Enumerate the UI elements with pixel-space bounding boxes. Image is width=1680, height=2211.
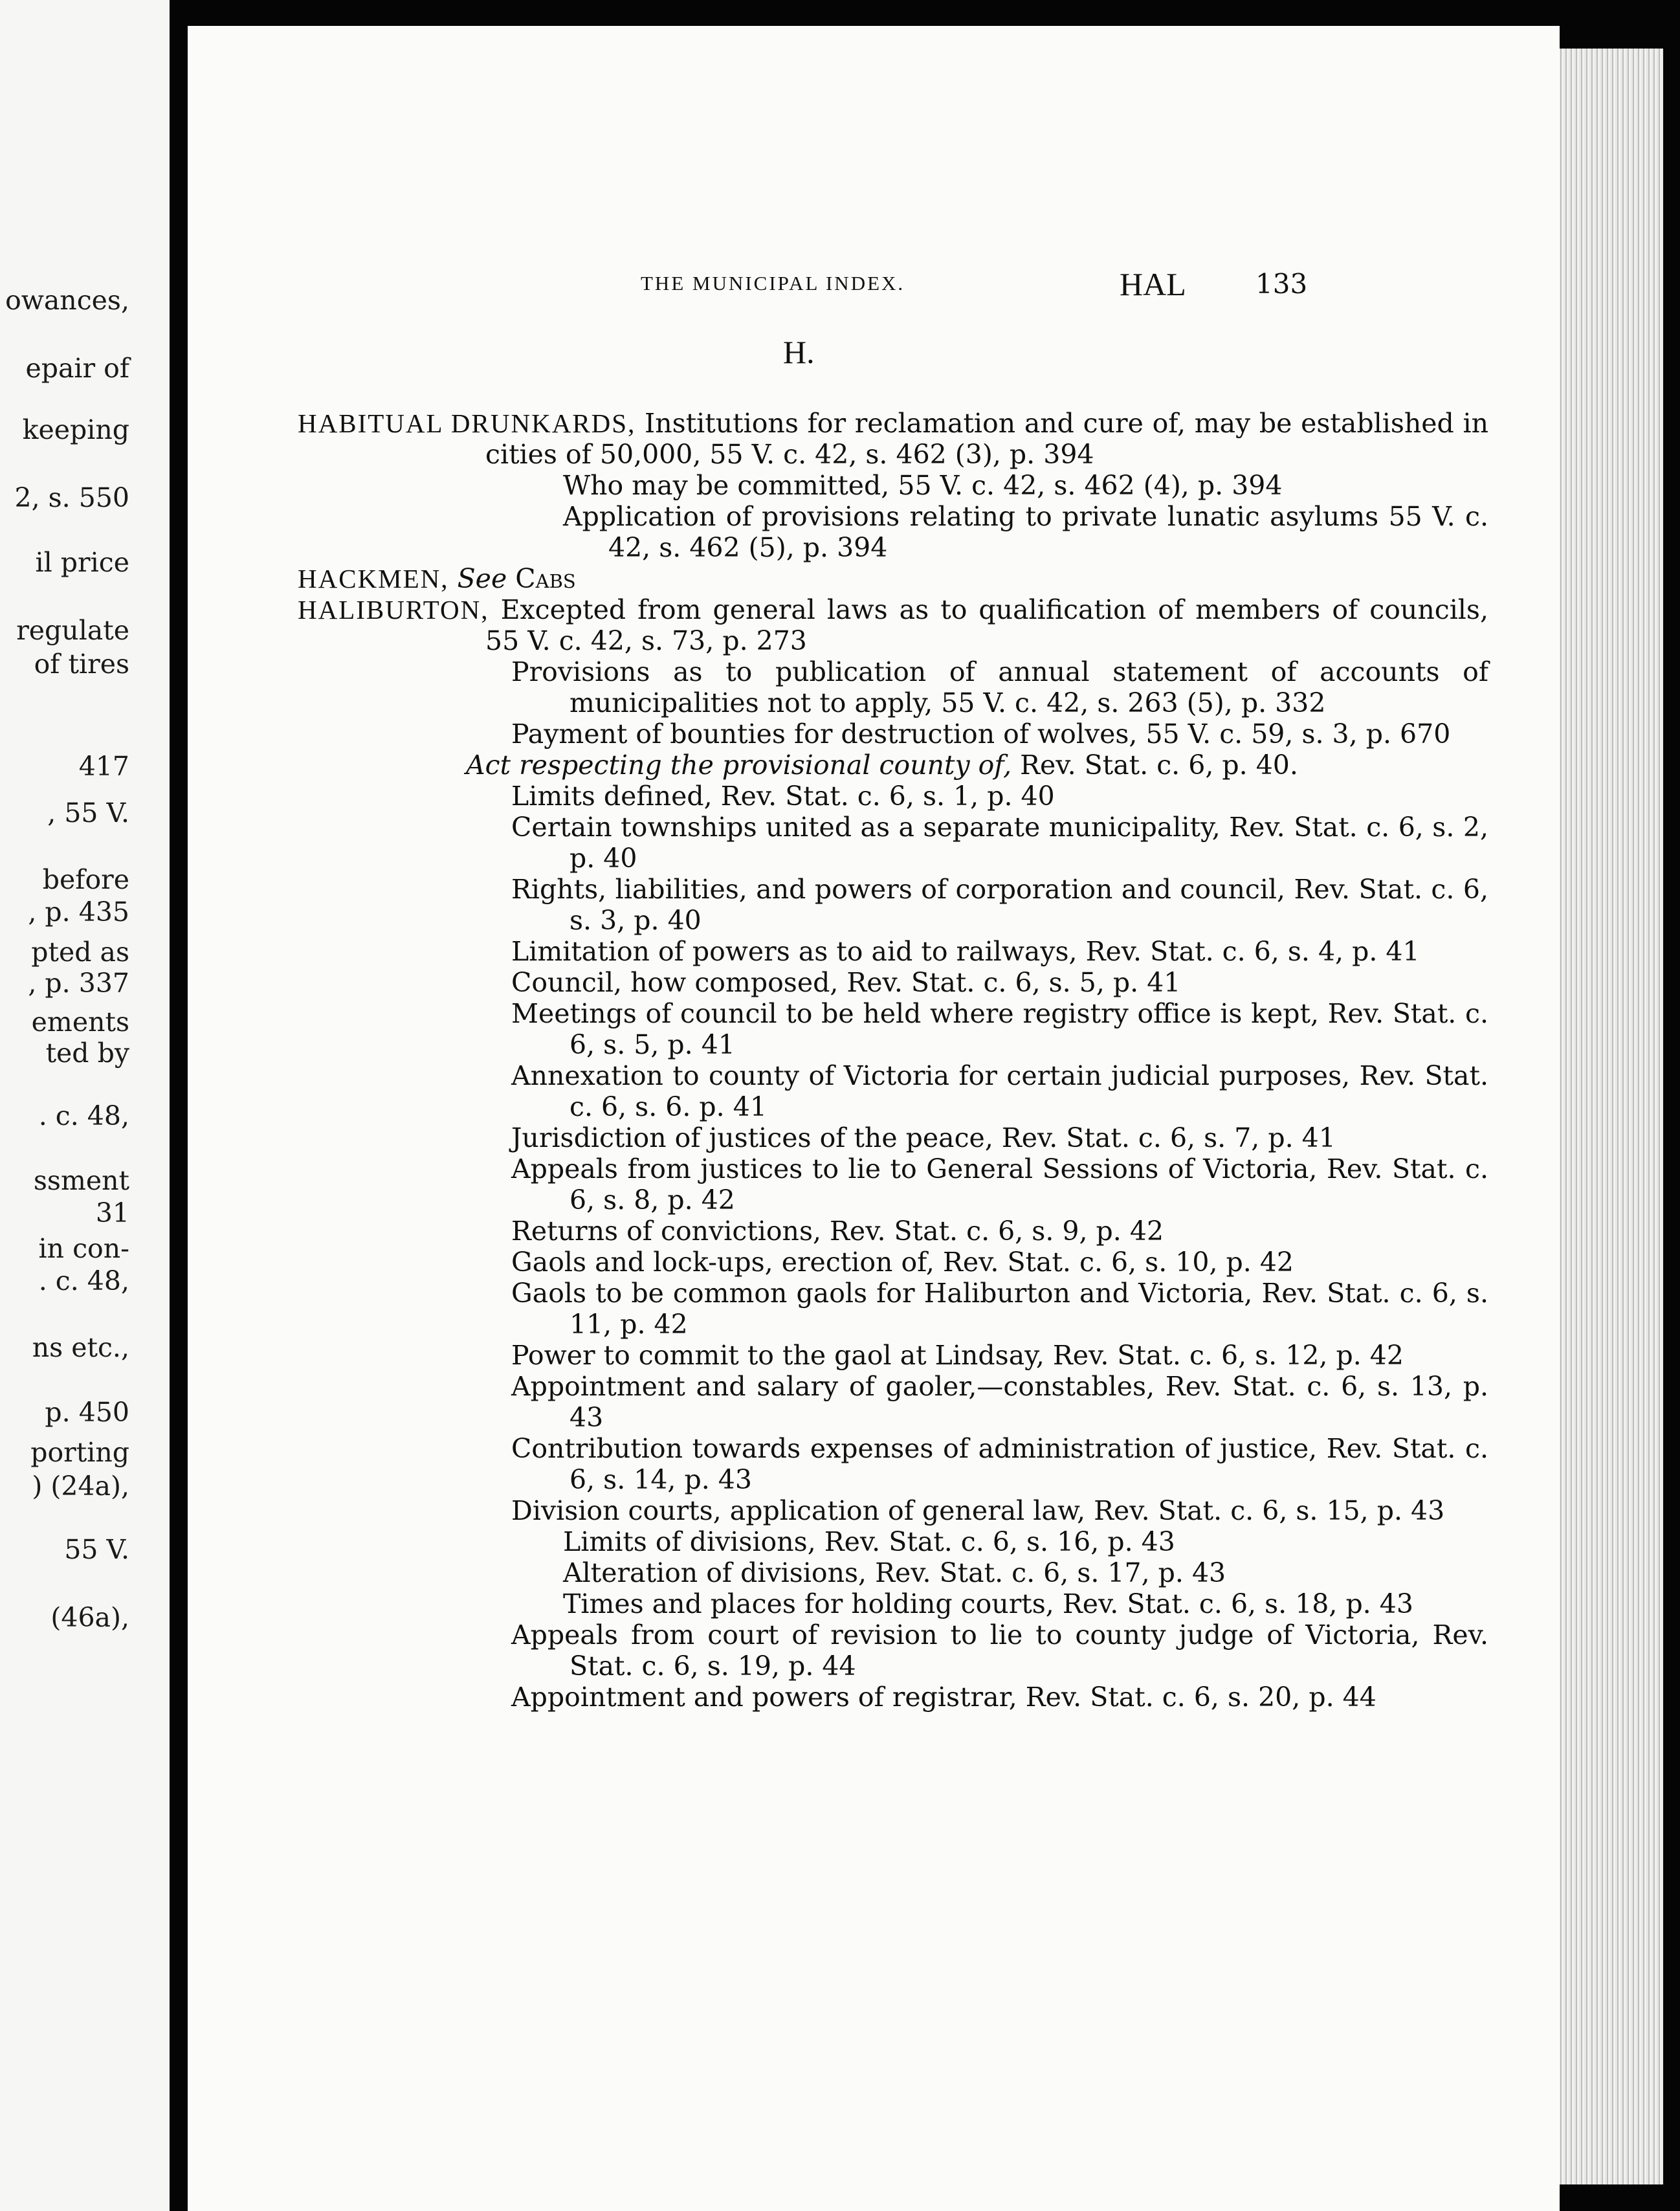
index-entries: [298, 408, 1488, 1713]
left-fragment: 31: [95, 1197, 129, 1228]
left-fragment: ements: [31, 1006, 129, 1038]
left-fragment: owances,: [5, 285, 129, 316]
left-fragment: epair of: [25, 353, 129, 384]
left-fragment: porting: [30, 1437, 129, 1468]
division-subitem: Alteration of divisions, Rev. Stat. c. 6, s. 17, p. 43: [563, 1557, 1226, 1588]
division-subitem: Limits of divisions, Rev. Stat. c. 6, s. 16, p. 43: [563, 1526, 1175, 1557]
left-fragment: . c. 48,: [38, 1265, 129, 1296]
left-fragment: p. 450: [45, 1397, 129, 1428]
act-subitem: Jurisdiction of justices of the peace, Rev. Stat. c. 6, s. 7, p. 41: [511, 1122, 1336, 1153]
entry-subitem: Provisions as to publication of annual statement of accounts of municipalities not to apply, 55 V. c. 42, s. 263 (5), p. 332: [511, 656, 1488, 718]
act-subitem: Appointment and powers of registrar, Rev. Stat. c. 6, s. 20, p. 44: [511, 1682, 1376, 1713]
index-entry-habitual-drunkards: [298, 408, 1488, 563]
section-letter: H.: [783, 334, 815, 370]
act-subitem: Appointment and salary of gaoler,—constables, Rev. Stat. c. 6, s. 13, p. 43: [511, 1371, 1488, 1433]
act-subitem: Contribution towards expenses of administration of justice, Rev. Stat. c. 6, s. 14, p. 43: [511, 1433, 1488, 1495]
act-citation: Rev. Stat. c. 6, p. 40.: [1020, 750, 1298, 781]
division-subitem: Times and places for holding courts, Rev. Stat. c. 6, s. 18, p. 43: [563, 1588, 1413, 1619]
left-fragment: ) (24a),: [32, 1471, 129, 1502]
page-number: 133: [1255, 268, 1308, 300]
entry-heading: HACKMEN,: [298, 564, 449, 594]
act-subitem: Appeals from court of revision to lie to county judge of Victoria, Rev. Stat. c. 6, s. 19, p. 44: [511, 1619, 1488, 1682]
facing-page-fragment: [0, 0, 170, 2211]
left-fragment: ted by: [45, 1038, 129, 1069]
book-page: [188, 26, 1560, 2211]
entry-heading: HALIBURTON,: [298, 595, 489, 625]
left-fragment: (46a),: [50, 1602, 129, 1633]
left-fragment: pted as: [31, 937, 129, 968]
entry-text: Excepted from general laws as to qualification of members of councils, 55 V. c. 42, s. 73, p. 273: [485, 594, 1488, 656]
act-subitem: Gaols to be common gaols for Haliburton and Victoria, Rev. Stat. c. 6, s. 11, p. 42: [511, 1278, 1488, 1340]
left-fragment: , 55 V.: [47, 797, 129, 828]
act-title: Act respecting the provisional county of,: [466, 750, 1012, 781]
entry-subitem: Payment of bounties for destruction of wolves, 55 V. c. 59, s. 3, p. 670: [511, 718, 1451, 750]
running-head-key: HAL: [1120, 266, 1186, 302]
act-subitem: Rights, liabilities, and powers of corporation and council, Rev. Stat. c. 6, s. 3, p. 40: [511, 874, 1488, 936]
left-fragment: 2, s. 550: [14, 482, 129, 513]
left-fragment: of tires: [34, 649, 129, 680]
act-subitem: Meetings of council to be held where registry office is kept, Rev. Stat. c. 6, s. 5, p. 41: [511, 998, 1488, 1060]
act-subitem: Division courts, application of general law, Rev. Stat. c. 6, s. 15, p. 43: [511, 1495, 1445, 1526]
left-fragment: regulate: [16, 615, 129, 646]
left-fragment: ns etc.,: [32, 1332, 129, 1363]
act-subitem: Gaols and lock-ups, erection of, Rev. Stat. c. 6, s. 10, p. 42: [511, 1247, 1294, 1278]
act-subitem: Power to commit to the gaol at Lindsay, Rev. Stat. c. 6, s. 12, p. 42: [511, 1340, 1404, 1371]
running-head: [188, 246, 1560, 302]
act-subitem: Certain townships united as a separate municipality, Rev. Stat. c. 6, s. 2, p. 40: [511, 812, 1488, 874]
index-entry-hackmen: [298, 563, 1488, 594]
left-fragment: 417: [78, 751, 129, 782]
page-edges: [1553, 49, 1663, 2184]
cross-reference: Cabs: [515, 563, 576, 594]
left-fragment: ssment: [33, 1165, 129, 1196]
running-head-title: THE MUNICIPAL INDEX.: [641, 272, 905, 294]
entry-heading: HABITUAL DRUNKARDS,: [298, 408, 636, 438]
act-subitem: Returns of convictions, Rev. Stat. c. 6, s. 9, p. 42: [511, 1216, 1164, 1247]
left-fragment: before: [42, 864, 129, 895]
left-fragment: 55 V.: [64, 1534, 129, 1565]
entry-subitem: Application of provisions relating to private lunatic asylums 55 V. c. 42, s. 462 (5), p. 394: [563, 501, 1488, 563]
act-subitem: Appeals from justices to lie to General Sessions of Victoria, Rev. Stat. c. 6, s. 8, p. 42: [511, 1153, 1488, 1216]
left-fragment: , p. 337: [28, 968, 129, 999]
left-fragment: keeping: [22, 414, 129, 445]
entry-text: Institutions for reclamation and cure of, may be established in cities of 50,000, 55 V. c. 42, s. 462 (3), p. 394: [485, 408, 1488, 470]
act-subitem: Annexation to county of Victoria for certain judicial purposes, Rev. Stat. c. 6, s. 6. p. 41: [511, 1060, 1488, 1122]
act-subitem: Council, how composed, Rev. Stat. c. 6, s. 5, p. 41: [511, 967, 1181, 998]
index-entry-haliburton: [298, 594, 1488, 1713]
left-fragment: in con-: [38, 1233, 129, 1264]
left-fragment: il price: [35, 547, 129, 578]
see-reference-label: See: [457, 563, 507, 594]
act-subitem: Limits defined, Rev. Stat. c. 6, s. 1, p. 40: [511, 781, 1055, 812]
left-fragment: , p. 435: [28, 896, 129, 928]
entry-subitem: Who may be committed, 55 V. c. 42, s. 462 (4), p. 394: [563, 470, 1283, 501]
left-fragment: . c. 48,: [38, 1100, 129, 1131]
act-subitem: Limitation of powers as to aid to railways, Rev. Stat. c. 6, s. 4, p. 41: [511, 936, 1420, 967]
